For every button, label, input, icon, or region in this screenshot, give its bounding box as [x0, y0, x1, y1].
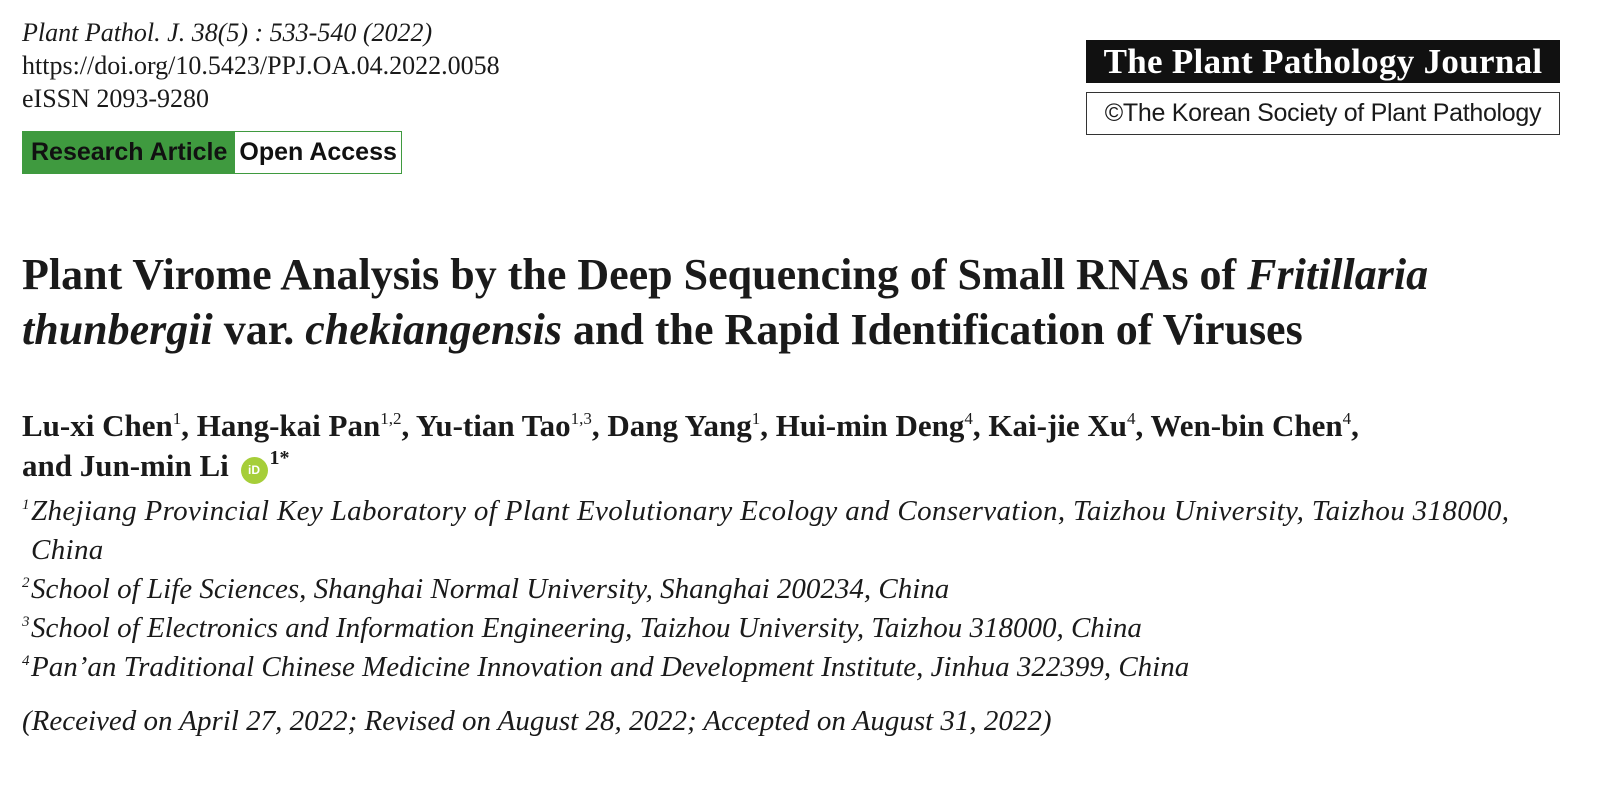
author-name: Yu-tian Tao	[415, 408, 571, 443]
title-italic-species: Fritillaria thunbergii	[22, 250, 1429, 354]
author-affiliation-ref: 4	[964, 409, 973, 428]
orcid-icon[interactable]: iD	[241, 457, 268, 484]
affiliation-text: Zhejiang Provincial Key Laboratory of Plant Evolutionary Ecology and Conservation, Taizhou University, Taizhou 318000, China	[31, 495, 1510, 566]
author-affiliation-ref: 1*	[269, 447, 290, 469]
affiliation-item	[22, 492, 1562, 570]
citation: Plant Pathol. J. 38(5) : 533-540 (2022)	[22, 18, 433, 47]
affiliation-number: 1	[22, 497, 30, 513]
author-affiliation-ref: 1,3	[570, 409, 592, 428]
title-part-3: and the Rapid Identification of Viruses	[561, 305, 1303, 354]
author-name: Dang Yang	[607, 408, 752, 443]
author-affiliation-ref: 1	[172, 409, 182, 428]
affiliation-item	[22, 609, 1562, 648]
article-meta	[22, 16, 500, 115]
eissn: eISSN 2093-9280	[22, 84, 210, 113]
author-name: and Jun-min Li	[22, 448, 229, 483]
author-name: Lu-xi Chen	[22, 408, 173, 443]
title-part-1: Plant Virome Analysis by the Deep Sequencing of Small RNAs of	[22, 250, 1248, 299]
author-name: Kai-jie Xu	[988, 408, 1128, 443]
affiliation-number: 2	[22, 575, 30, 591]
author-name: Wen-bin Chen	[1150, 408, 1343, 443]
author-name: Hui-min Deng	[775, 408, 965, 443]
affiliation-text: School of Life Sciences, Shanghai Normal University, Shanghai 200234, China	[31, 573, 950, 605]
affiliation-number: 4	[22, 653, 30, 669]
title-part-2: var.	[212, 305, 306, 354]
author-name: Hang-kai Pan	[196, 408, 381, 443]
affiliation-text: Pan’an Traditional Chinese Medicine Innovation and Development Institute, Jinhua 322399, China	[31, 651, 1190, 683]
author-list: Lu-xi Chen$^1$, Hang-kai Pan$^{1,2}$, Yu-tian Tao$^{1,3}$, Dang Yang$^1$, Hui-min Deng$^4$, Kai-jie Xu$^4$, Wen-bin Chen$^4$, and Jun-min Li $iD^{1*}$	[22, 408, 1359, 483]
article-title	[22, 247, 1562, 357]
affiliation-item	[22, 648, 1562, 687]
author-affiliation-ref: 1	[751, 409, 761, 428]
affiliation-text: School of Electronics and Information Engineering, Taizhou University, Taizhou 318000, China	[31, 612, 1142, 644]
affiliation-item	[22, 570, 1562, 609]
received-dates: (Received on April 27, 2022; Revised on August 28, 2022; Accepted on August 31, 2022)	[22, 705, 1052, 737]
affiliation-list	[22, 492, 1562, 687]
title-italic-variety: chekiangensis	[305, 305, 562, 354]
affiliation-number: 3	[22, 614, 30, 630]
journal-name: The Plant Pathology Journal	[1086, 40, 1560, 83]
doi-link[interactable]: https://doi.org/10.5423/PPJ.OA.04.2022.0058	[22, 51, 500, 80]
article-type-badge	[22, 131, 402, 174]
open-access-label: Open Access	[235, 132, 400, 173]
society-name: ©The Korean Society of Plant Pathology	[1086, 92, 1560, 135]
author-affiliation-ref: 4	[1342, 409, 1352, 428]
research-article-label: Research Article	[23, 132, 235, 173]
author-affiliation-ref: 1,2	[380, 409, 402, 428]
author-affiliation-ref: 4	[1127, 409, 1136, 428]
